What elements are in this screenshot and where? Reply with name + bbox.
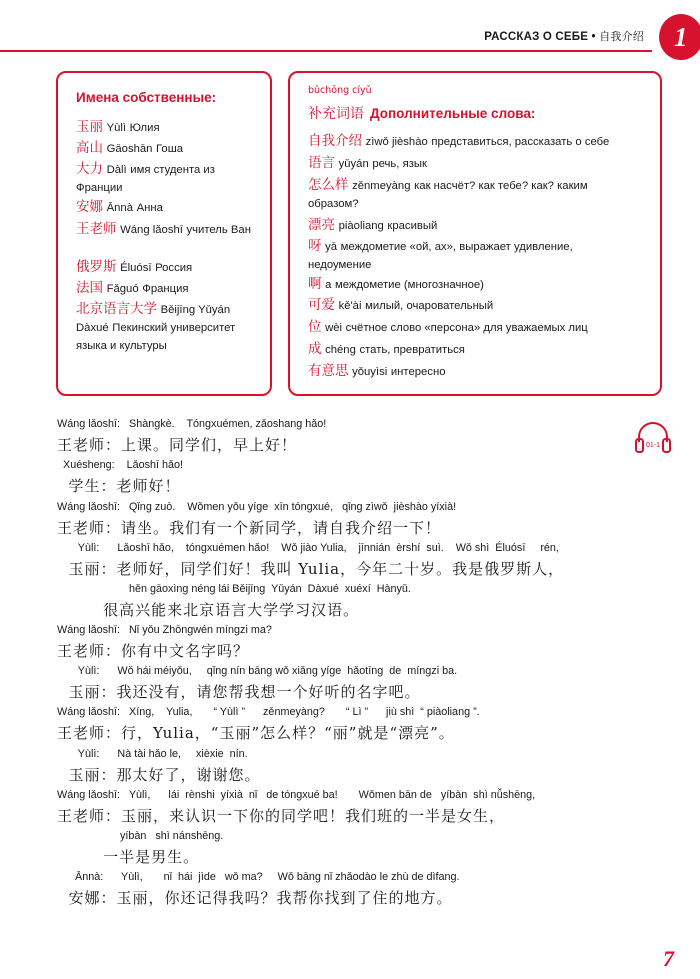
dialogue-hanzi: 安娜：玉丽，你还记得我吗？我帮你找到了住的地方。 bbox=[57, 889, 453, 907]
title-bullet: • bbox=[591, 31, 596, 43]
dialogue-pinyin: yíbàn shì nánshēng. bbox=[57, 830, 224, 842]
dialogue-pinyin: Wáng lǎoshī: Yùlì, lái rènshi yíxià nǐ de tóngxué ba! Wǒmen bān de yíbàn shì nǚshēng, bbox=[57, 789, 536, 801]
chapter-title bbox=[484, 28, 644, 44]
additional-words-pinyin: bǔchōng cíyǔ bbox=[308, 85, 372, 96]
glossary-entry: 俄罗斯 Éluósī Россия bbox=[76, 259, 193, 275]
glossary-entry: 啊 a междометие (многозначное) bbox=[308, 276, 484, 292]
dialogue-hanzi: 玉丽：那太好了，谢谢您。 bbox=[57, 766, 261, 784]
glossary-entry: 有意思 yǒuyìsi интересно bbox=[308, 363, 446, 379]
glossary-entry: 王老师 Wáng lǎoshī учитель Ван bbox=[76, 221, 251, 237]
page-number: 7 bbox=[663, 946, 674, 971]
chapter-title-ru: РАССКАЗ О СЕБЕ bbox=[484, 31, 589, 43]
glossary-entry: 漂亮 piàoliang красивый bbox=[308, 217, 438, 233]
dialogue-hanzi: 王老师：行，Yulia，“玉丽”怎么样？“丽”就是“漂亮”。 bbox=[57, 724, 455, 742]
dialogue-pinyin: Wáng lǎoshī: Xíng, Yulia, “ Yùlì ” zěnmeyàng? “ Lì ” jiù shì “ piàoliang ”. bbox=[57, 706, 480, 718]
additional-words-title-cn: 补充词语 bbox=[308, 106, 364, 122]
glossary-entry: 可爱 kě'ài милый, очаровательный bbox=[308, 297, 494, 313]
dialogue-hanzi: 王老师：请坐。我们有一个新同学，请自我介绍一下！ bbox=[57, 519, 442, 537]
dialogue-hanzi: 王老师：玉丽，来认识一下你的同学吧！我们班的一半是女生， bbox=[57, 807, 506, 825]
dialogue-pinyin: Wáng lǎoshī: Nǐ yǒu Zhōngwén míngzi ma? bbox=[57, 624, 272, 636]
headphones-icon[interactable] bbox=[634, 420, 672, 456]
dialogue-pinyin: Yùlì: Lǎoshī hǎo, tóngxuémen hǎo! Wǒ jiào Yulia, jīnnián èrshí suì. Wǒ shì Éluósī rén, bbox=[57, 542, 559, 554]
dialogue-pinyin: hěn gāoxìng néng lái Běijīng Yǔyán Dàxué xuéxí Hànyǔ. bbox=[57, 583, 411, 595]
dialogue-pinyin: Xuésheng: Lǎoshī hǎo! bbox=[57, 459, 184, 471]
proper-names-box bbox=[56, 71, 272, 396]
page-header bbox=[0, 0, 700, 58]
glossary-entry: 高山 Gāoshān Гоша bbox=[76, 140, 184, 156]
glossary-entry: 玉丽 Yùlì Юлия bbox=[76, 119, 160, 135]
dialogue-hanzi: 王老师：你有中文名字吗？ bbox=[57, 642, 250, 660]
additional-words-title bbox=[308, 103, 535, 123]
glossary-entry: 自我介绍 zìwǒ jièshào представиться, рассказать о себе bbox=[308, 133, 610, 149]
dialogue-hanzi: 一半是男生。 bbox=[57, 848, 200, 866]
dialogue-hanzi: 玉丽：老师好，同学们好！我叫 Yulia，今年二十岁。我是俄罗斯人， bbox=[57, 560, 565, 578]
dialogue-pinyin: Wáng lǎoshī: Shàngkè. Tóngxuémen, zǎoshang hǎo! bbox=[57, 418, 327, 430]
glossary-entry: 怎么样 zěnmeyàng как насчёт? как тебе? как? каким образом? bbox=[308, 177, 588, 210]
dialogue-hanzi: 学生：老师好！ bbox=[57, 477, 181, 495]
dialogue-pinyin: Ānnà: Yùlì, nǐ hái jìde wǒ ma? Wǒ bāng nǐ zhǎodào le zhù de dìfang. bbox=[57, 871, 460, 883]
glossary-entry: 北京语言大学 Běijīng Yǔyán Dàxué Пекинский университет языка и культуры bbox=[76, 301, 236, 352]
dialogue-hanzi: 很高兴能来北京语言大学学习汉语。 bbox=[57, 601, 360, 619]
dialogue-hanzi: 玉丽：我还没有，请您帮我想一个好听的名字吧。 bbox=[57, 683, 421, 701]
glossary-entry: 语言 yǔyán речь, язык bbox=[308, 155, 427, 171]
glossary-entry: 位 wèi счётное слово «персона» для уважаемых лиц bbox=[308, 319, 588, 335]
glossary-entry: 安娜 Ānnà Анна bbox=[76, 199, 163, 215]
chapter-title-cn: 自我介绍 bbox=[599, 30, 644, 43]
proper-names-title: Имена собственные: bbox=[76, 90, 217, 105]
chapter-badge: 1 bbox=[659, 14, 700, 60]
dialogue-pinyin: Wáng lǎoshī: Qǐng zuò. Wǒmen yǒu yíge xīn tóngxué, qǐng zìwǒ jièshào yíxià! bbox=[57, 501, 457, 513]
header-rule bbox=[0, 50, 652, 52]
additional-words-title-ru: Дополнительные слова: bbox=[370, 106, 536, 121]
dialogue-hanzi: 王老师：上课。同学们，早上好！ bbox=[57, 436, 298, 454]
glossary-entry: 法国 Fǎguó Франция bbox=[76, 280, 189, 296]
glossary-entry: 大力 Dàlì имя студента из Франции bbox=[76, 161, 215, 194]
additional-words-box bbox=[288, 71, 662, 396]
audio-track-label: 01-1 bbox=[645, 442, 661, 449]
glossary-entry: 成 chéng стать, превратиться bbox=[308, 341, 465, 357]
dialogue-pinyin: Yùlì: Wǒ hái méiyǒu, qǐng nín bāng wǒ xiǎng yíge hǎotīng de míngzi ba. bbox=[57, 665, 458, 677]
dialogue-pinyin: Yùlì: Nà tài hǎo le, xièxie nín. bbox=[57, 748, 248, 760]
glossary-entry: 呀 yā междометие «ой, ах», выражает удивление, недоумение bbox=[308, 238, 573, 271]
